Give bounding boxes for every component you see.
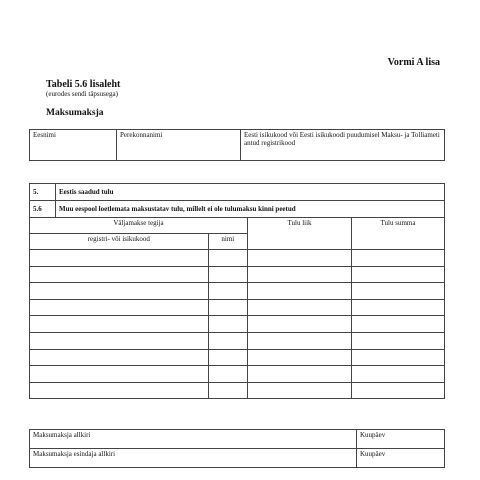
reg-code-cell[interactable] bbox=[30, 382, 209, 399]
income-sum-cell[interactable] bbox=[352, 299, 445, 316]
row-number: 5.6 bbox=[30, 201, 56, 218]
last-name-field[interactable] bbox=[117, 130, 241, 161]
form-label: Vormi A lisa bbox=[387, 57, 440, 68]
page-title: Tabeli 5.6 lisaleht bbox=[46, 79, 121, 90]
column-header-name: nimi bbox=[208, 234, 247, 250]
row-label: Muu eespool loetlemata maksustatav tulu, millelt ei ole tulumaksu kinni peetud bbox=[56, 201, 445, 218]
income-type-cell[interactable] bbox=[248, 316, 352, 333]
id-code-field[interactable] bbox=[241, 130, 445, 161]
column-header-income-type: Tulu liik bbox=[248, 218, 352, 250]
date-label: Kuupäev bbox=[360, 431, 386, 439]
reg-code-cell[interactable] bbox=[30, 332, 209, 349]
reg-code-cell[interactable] bbox=[30, 366, 209, 383]
column-header-reg-code: registri- või isikukood bbox=[30, 234, 209, 250]
table-row bbox=[30, 349, 445, 366]
table-row bbox=[30, 332, 445, 349]
income-sum-cell[interactable] bbox=[352, 349, 445, 366]
table-row bbox=[30, 316, 445, 333]
first-name-label: Eesnimi bbox=[33, 131, 56, 139]
income-type-cell[interactable] bbox=[248, 349, 352, 366]
income-sum-cell[interactable] bbox=[352, 332, 445, 349]
row-label: Eestis saadud tulu bbox=[56, 184, 445, 201]
income-type-cell[interactable] bbox=[248, 366, 352, 383]
signature-table bbox=[29, 429, 445, 468]
reg-code-cell[interactable] bbox=[30, 299, 209, 316]
table-row bbox=[30, 382, 445, 399]
reg-code-cell[interactable] bbox=[30, 349, 209, 366]
income-sum-cell[interactable] bbox=[352, 366, 445, 383]
taxpayer-table bbox=[29, 129, 445, 161]
taxpayer-signature-field[interactable] bbox=[30, 430, 357, 449]
income-table bbox=[29, 183, 445, 399]
income-sum-cell[interactable] bbox=[352, 382, 445, 399]
reg-code-cell[interactable] bbox=[30, 250, 209, 267]
name-cell[interactable] bbox=[208, 299, 247, 316]
income-type-cell[interactable] bbox=[248, 266, 352, 283]
column-header-payer: Väljamakse tegija bbox=[30, 218, 248, 234]
name-cell[interactable] bbox=[208, 332, 247, 349]
last-name-label: Perekonnanimi bbox=[120, 131, 163, 139]
income-type-cell[interactable] bbox=[248, 283, 352, 300]
reg-code-cell[interactable] bbox=[30, 266, 209, 283]
first-name-field[interactable] bbox=[30, 130, 117, 161]
table-row bbox=[30, 366, 445, 383]
table-row bbox=[30, 266, 445, 283]
name-cell[interactable] bbox=[208, 382, 247, 399]
reg-code-cell[interactable] bbox=[30, 316, 209, 333]
income-type-cell[interactable] bbox=[248, 250, 352, 267]
income-sum-cell[interactable] bbox=[352, 250, 445, 267]
name-cell[interactable] bbox=[208, 283, 247, 300]
name-cell[interactable] bbox=[208, 250, 247, 267]
reg-code-cell[interactable] bbox=[30, 283, 209, 300]
id-code-label: Eesti isikukood või Eesti isikukoodi puudumisel Maksu- ja Tolliameti antud registrikood bbox=[244, 131, 440, 147]
income-type-cell[interactable] bbox=[248, 299, 352, 316]
table-row bbox=[30, 283, 445, 300]
representative-signature-label: Maksumaksja esindaja allkiri bbox=[33, 450, 116, 458]
row-number: 5. bbox=[30, 184, 56, 201]
name-cell[interactable] bbox=[208, 349, 247, 366]
income-type-cell[interactable] bbox=[248, 332, 352, 349]
date-field[interactable] bbox=[357, 449, 445, 468]
section-heading: Maksumaksja bbox=[46, 108, 104, 118]
column-header-income-sum: Tulu summa bbox=[352, 218, 445, 250]
date-field[interactable] bbox=[357, 430, 445, 449]
table-row bbox=[30, 250, 445, 267]
table-row bbox=[30, 299, 445, 316]
date-label: Kuupäev bbox=[360, 450, 386, 458]
income-sum-cell[interactable] bbox=[352, 266, 445, 283]
income-type-cell[interactable] bbox=[248, 382, 352, 399]
name-cell[interactable] bbox=[208, 366, 247, 383]
representative-signature-field[interactable] bbox=[30, 449, 357, 468]
name-cell[interactable] bbox=[208, 316, 247, 333]
income-sum-cell[interactable] bbox=[352, 316, 445, 333]
income-sum-cell[interactable] bbox=[352, 283, 445, 300]
taxpayer-signature-label: Maksumaksja allkiri bbox=[33, 431, 91, 439]
page-subtitle: (eurodes sendi täpsusega) bbox=[46, 90, 118, 98]
name-cell[interactable] bbox=[208, 266, 247, 283]
